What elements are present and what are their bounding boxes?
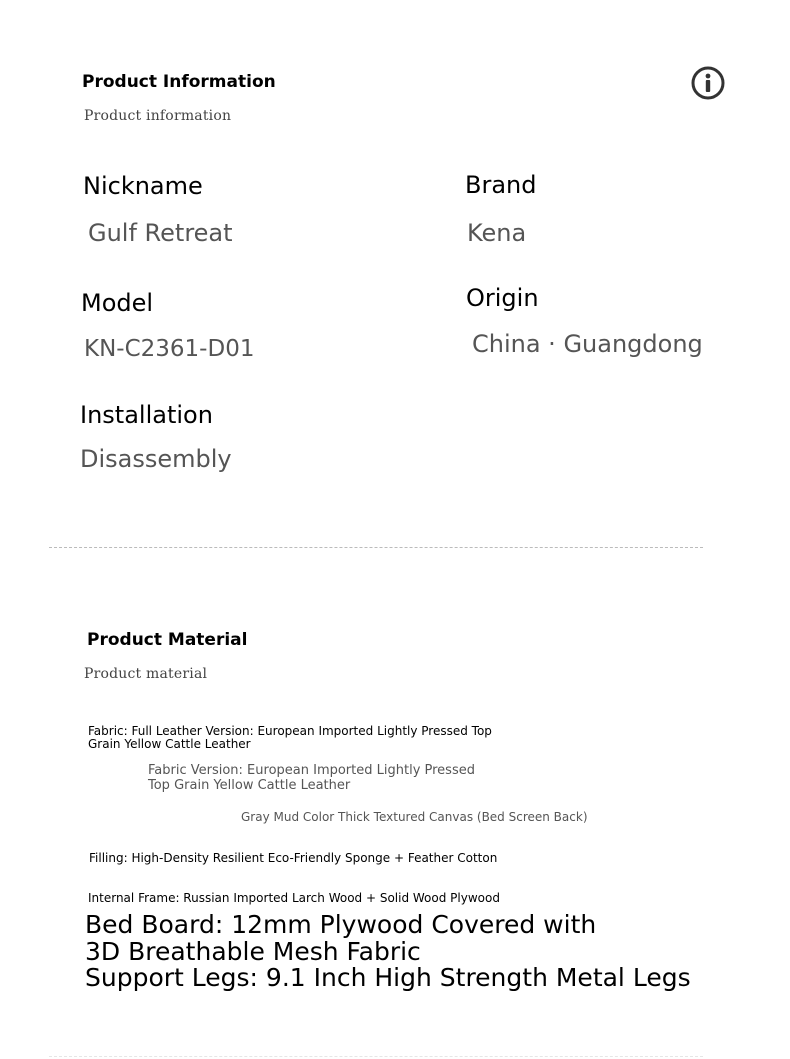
nickname-value: Gulf Retreat	[88, 219, 233, 247]
nickname-label: Nickname	[83, 172, 203, 200]
product-material-subtitle: Product material	[84, 666, 208, 682]
model-label: Model	[81, 289, 154, 317]
origin-value: China · Guangdong	[472, 330, 703, 358]
product-material-title: Product Material	[87, 630, 248, 650]
origin-label: Origin	[466, 284, 539, 312]
brand-label: Brand	[465, 171, 537, 199]
info-circle-icon[interactable]	[691, 66, 725, 100]
product-info-subtitle: Product information	[84, 108, 232, 124]
material-support-legs: Support Legs: 9.1 Inch High Strength Metal Legs	[85, 963, 691, 992]
material-fabric-version: Fabric Version: European Imported Lightly Pressed Top Grain Yellow Cattle Leather	[148, 763, 475, 793]
material-filling: Filling: High-Density Resilient Eco-Friendly Sponge + Feather Cotton	[89, 851, 498, 865]
installation-value: Disassembly	[80, 445, 232, 473]
brand-value: Kena	[467, 219, 527, 247]
bottom-divider	[49, 1056, 703, 1057]
material-internal-frame: Internal Frame: Russian Imported Larch Wood + Solid Wood Plywood	[88, 891, 500, 905]
installation-label: Installation	[80, 401, 213, 429]
product-info-title: Product Information	[82, 72, 276, 92]
material-canvas: Gray Mud Color Thick Textured Canvas (Bed Screen Back)	[241, 810, 588, 824]
material-fabric-full-leather: Fabric: Full Leather Version: European Imported Lightly Pressed Top Grain Yellow Cattle Leather	[88, 724, 492, 751]
section-divider	[49, 547, 703, 548]
model-value: KN-C2361-D01	[84, 336, 255, 362]
material-bed-board: Bed Board: 12mm Plywood Covered with 3D Breathable Mesh Fabric	[85, 910, 597, 966]
